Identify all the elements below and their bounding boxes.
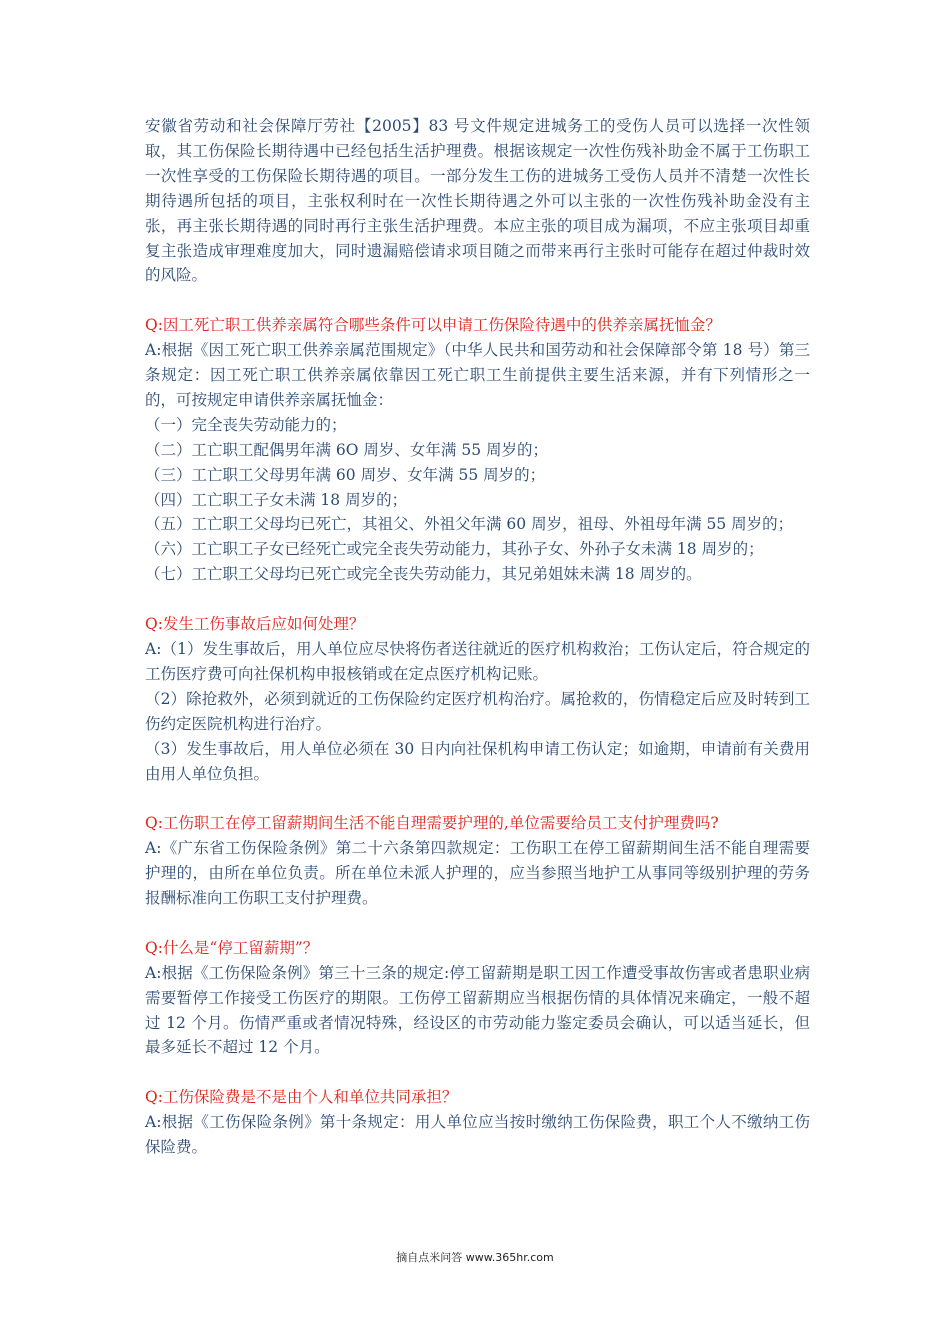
answer-2-line-1: A:（1）发生事故后，用人单位应尽快将伤者送往就近的医疗机构救治；工伤认定后，符合规定的工伤医疗费可向社保机构申报核销或在定点医疗机构记账。 (145, 640, 810, 683)
document-body (145, 114, 810, 1160)
answer-1-line-6: （五）工亡职工父母均已死亡，其祖父、外祖父年满 60 周岁，祖母、外祖母年满 55 周岁的； (145, 515, 794, 534)
qa-block-2 (145, 612, 810, 786)
question-3: Q:工伤职工在停工留薪期间生活不能自理需要护理的,单位需要给员工支付护理费吗? (145, 814, 719, 833)
answer-1-line-7: （六）工亡职工子女已经死亡或完全丧失劳动能力，其孙子女、外孙子女未满 18 周岁的； (145, 540, 764, 559)
question-5: Q:工伤保险费是不是由个人和单位共同承担？ (145, 1088, 458, 1107)
qa-block-1 (145, 313, 810, 587)
answer-5-line-1: A:根据《工伤保险条例》第十条规定：用人单位应当按时缴纳工伤保险费，职工个人不缴纳工伤保险费。 (145, 1113, 810, 1157)
answer-1-line-2: （一）完全丧失劳动能力的； (145, 415, 347, 434)
answer-1-line-5: （四）工亡职工子女未满 18 周岁的； (145, 490, 408, 509)
answer-3-line-1: A:《广东省工伤保险条例》第二十六条第四款规定：工伤职工在停工留薪期间生活不能自理需要护理的，由所在单位负责。所在单位未派人护理的，应当参照当地护工从事同等级别护理的劳务报酬标准向工伤职工支付护理费。 (145, 839, 810, 908)
answer-1-line-1: A:根据《因工死亡职工供养亲属范围规定》（中华人民共和国劳动和社会保障部令第 18 号）第三条规定：因工死亡职工供养亲属依靠因工死亡职工生前提供主要生活来源，并有下列情形之一的，可按规定申请供养亲属抚恤金： (145, 341, 810, 409)
qa-block-3 (145, 811, 810, 911)
qa-block-5 (145, 1085, 810, 1160)
intro-paragraph: 安徽省劳动和社会保障厅劳社【2005】83 号文件规定进城务工的受伤人员可以选择一次性领取，其工伤保险长期待遇中已经包括生活护理费。根据该规定一次性伤残补助金不属于工伤职工一次性享受的工伤保险长期待遇的项目。一部分发生工伤的进城务工受伤人员并不清楚一次性长期待遇所包括的项目，主张权利时在一次性长期待遇之外可以主张的一次性伤残补助金没有主张，再主张长期待遇的同时再行主张生活护理费。本应主张的项目成为漏项，不应主张项目却重复主张造成审理难度加大，同时遗漏赔偿请求项目随之而带来再行主张时可能存在超过仲裁时效的风险。 (145, 117, 810, 285)
answer-1-line-4: （三）工亡职工父母男年满 60 周岁、女年满 55 周岁的； (145, 465, 546, 484)
question-2: Q:发生工伤事故后应如何处理？ (145, 615, 365, 634)
qa-block-4 (145, 936, 810, 1061)
answer-4-line-1: A:根据《工伤保险条例》第三十三条的规定:停工留薪期是职工因工作遭受事故伤害或者患职业病需要暂停工作接受工伤医疗的期限。工伤停工留薪期应当根据伤情的具体情况来确定，一般不超过 12 个月。伤情严重或者情况特殊，经设区的市劳动能力鉴定委员会确认，可以适当延长，但最多延长不超过 12 个月。 (145, 963, 810, 1057)
page-footer-source: 摘自点米问答 www.365hr.com (396, 1251, 554, 1264)
answer-2-line-2: （2）除抢救外，必须到就近的工伤保险约定医疗机构治疗。属抢救的，伤情稳定后应及时转到工伤约定医院机构进行治疗。 (145, 689, 810, 733)
question-1: Q:因工死亡职工供养亲属符合哪些条件可以申请工伤保险待遇中的供养亲属抚恤金？ (145, 316, 721, 335)
answer-2-line-3: （3）发生事故后，用人单位必须在 30 日内向社保机构申请工伤认定；如逾期，申请前有关费用由用人单位负担。 (145, 739, 810, 783)
answer-1-line-3: （二）工亡职工配偶男年满 6O 周岁、女年满 55 周岁的； (145, 440, 549, 459)
answer-1-line-8: （七）工亡职工父母均已死亡或完全丧失劳动能力，其兄弟姐妹未满 18 周岁的。 (145, 565, 702, 584)
question-4: Q:什么是“停工留薪期”？ (145, 938, 319, 957)
